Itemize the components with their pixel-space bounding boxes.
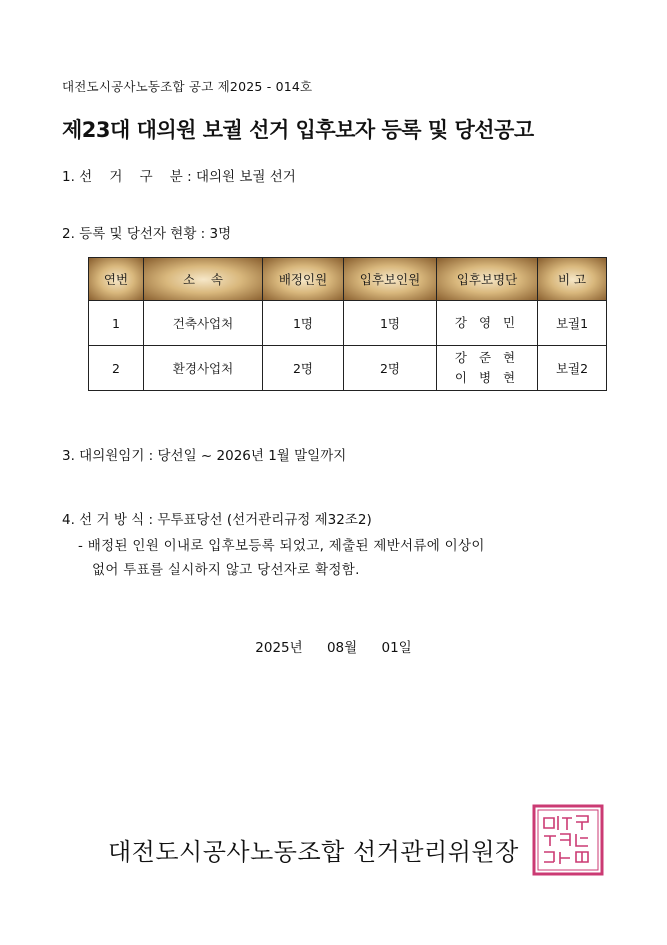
section-1: [62, 165, 296, 185]
issuer-name: 대전도시공사노동조합 선거관리위원장: [108, 838, 519, 866]
date-day: 01일: [381, 640, 412, 656]
date-year: 2025년: [255, 640, 303, 656]
cell-note: 보궐1: [538, 301, 607, 346]
section-3: 3. 대의원임기 : 당선일 ~ 2026년 1월 말일까지: [62, 448, 347, 464]
candidate-status-table: [88, 257, 607, 391]
cell-dept: 환경사업처: [144, 346, 263, 391]
section-4-desc-line-1: - 배정된 인원 이내로 입후보등록 되었고, 제출된 제반서류에 이상이: [78, 538, 485, 554]
header-no: 연번: [89, 258, 144, 301]
date-month: 08월: [326, 640, 358, 656]
header-candidates: 입후보인원: [344, 258, 437, 301]
cell-dept: 건축사업처: [144, 301, 263, 346]
header-dept: 소 속: [144, 258, 263, 301]
cell-no: 1: [89, 301, 144, 346]
cell-names: [437, 301, 538, 346]
section-1-value: : 대의원 보궐 선거: [187, 169, 296, 185]
cell-note: 보궐2: [538, 346, 607, 391]
section-4-desc-line-2: 없어 투표를 실시하지 않고 당선자로 확정함.: [92, 562, 360, 578]
header-note: 비 고: [538, 258, 607, 301]
page-title: 제23대 대의원 보궐 선거 입후보자 등록 및 당선공고: [62, 118, 534, 142]
notice-date: [0, 636, 667, 656]
header-assigned: 배정인원: [263, 258, 344, 301]
table-header-row: [89, 258, 607, 301]
section-4: 4. 선 거 방 식 : 무투표당선 (선거관리규정 제32조2): [62, 512, 372, 528]
table-row: [89, 301, 607, 346]
cell-candidates: 1명: [344, 301, 437, 346]
notice-number: 대전도시공사노동조합 공고 제2025 - 014호: [62, 79, 313, 94]
section-2: 2. 등록 및 당선자 현황 : 3명: [62, 226, 232, 242]
cell-candidates: 2명: [344, 346, 437, 391]
candidate-name: 강 준 현: [454, 350, 520, 365]
cell-no: 2: [89, 346, 144, 391]
cell-names: [437, 346, 538, 391]
candidate-name: 이 병 현: [454, 370, 520, 385]
official-seal-icon: [532, 804, 604, 876]
cell-assigned: 2명: [263, 346, 344, 391]
table-row: [89, 346, 607, 391]
candidate-name: 강 영 민: [454, 315, 520, 330]
header-names: 입후보명단: [437, 258, 538, 301]
cell-assigned: 1명: [263, 301, 344, 346]
section-1-label: 1. 선 거 구 분: [62, 169, 183, 185]
